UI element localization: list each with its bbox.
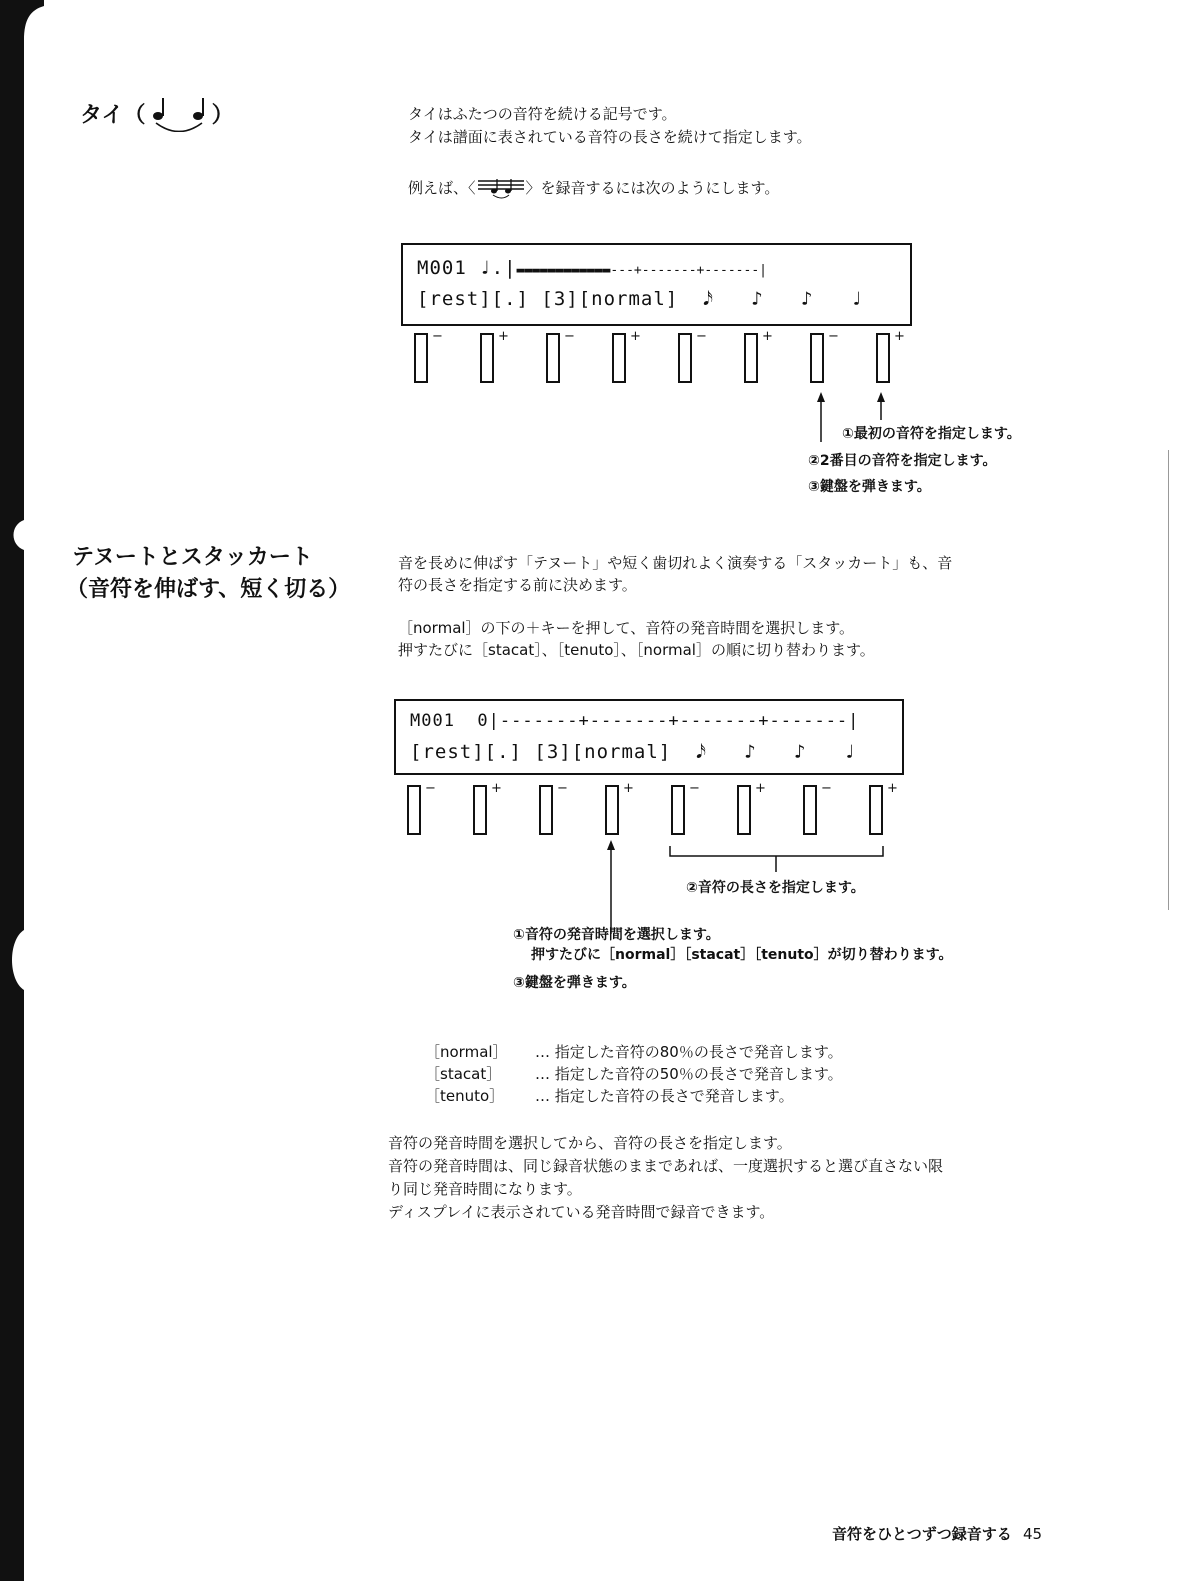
tie-description-2: タイは譜面に表されている音符の長さを続けて指定します。: [408, 128, 812, 146]
tie-annotation-3: ③鍵盤を弾きます。: [808, 479, 931, 495]
key-row-articulation: [403, 781, 903, 845]
footer-section-title: 音符をひとつずつ録音する: [832, 1525, 1012, 1543]
closing-line-4: ディスプレイに表示されている発音時間で録音できます。: [388, 1203, 775, 1221]
definition-tenuto: ［tenuto］ … 指定した音符の長さで発音します。: [425, 1087, 794, 1105]
articulation-heading-1: テヌートとスタッカート: [72, 545, 313, 570]
tie-annotation-2: ②2番目の音符を指定します。: [808, 453, 997, 469]
key-note-1-minus[interactable]: [671, 785, 685, 835]
definition-list: [425, 1041, 843, 1107]
footer: [832, 1523, 1042, 1544]
key-note-3-minus[interactable]: [810, 333, 824, 383]
key-sign: −: [689, 781, 700, 796]
key-note-4-plus[interactable]: [876, 333, 890, 383]
key-sign: −: [564, 329, 575, 344]
key-sign: +: [762, 329, 773, 344]
key-sign: +: [498, 329, 509, 344]
key-note-2-plus[interactable]: [744, 333, 758, 383]
lcd-display-tie: [401, 243, 912, 326]
lcd-line-1: M001 0|-------+-------+-------+-------|: [410, 711, 860, 731]
tie-example: 例えば、〈 〉を録音するには次のようにします。: [408, 175, 779, 199]
key-note-2-plus[interactable]: [737, 785, 751, 835]
key-sign: +: [894, 329, 905, 344]
key-sign: +: [491, 781, 502, 796]
key-row-tie: [410, 329, 910, 393]
articulation-annotation-length: ②音符の長さを指定します。: [686, 880, 865, 896]
articulation-annotation-select: ①音符の発音時間を選択します。: [513, 927, 720, 943]
key-sign: −: [425, 781, 436, 796]
articulation-annotation-play: ③鍵盤を弾きます。: [513, 975, 636, 991]
lcd-line-2: [rest][.] [3][normal] 𝅘𝅥𝅯 ♪ ♪ ♩: [410, 741, 857, 763]
key-note-3-minus[interactable]: [803, 785, 817, 835]
key-rest-minus[interactable]: [414, 333, 428, 383]
lcd-line-2: [rest][.] [3][normal] 𝅘𝅥𝅯 ♪ ♪ ♩: [417, 288, 864, 310]
definition-normal: ［normal］ … 指定した音符の80％の長さで発音します。: [425, 1043, 843, 1061]
tie-heading: タイ（ ）: [80, 96, 234, 132]
key-sign: −: [828, 329, 839, 344]
key-normal-plus[interactable]: [605, 785, 619, 835]
binding-spine: [0, 0, 44, 1581]
key-rest-minus[interactable]: [407, 785, 421, 835]
articulation-heading-2: （音符を伸ばす、短く切る）: [66, 577, 351, 602]
key-dot-minus[interactable]: [539, 785, 553, 835]
key-sign: +: [755, 781, 766, 796]
margin-line: [1168, 450, 1169, 910]
key-sign: +: [887, 781, 898, 796]
tie-annotation-1: ①最初の音符を指定します。: [842, 426, 1021, 442]
key-sign: −: [557, 781, 568, 796]
key-dot-minus[interactable]: [546, 333, 560, 383]
key-sign: −: [696, 329, 707, 344]
closing-line-1: 音符の発音時間を選択してから、音符の長さを指定します。: [388, 1134, 792, 1152]
articulation-para2-2: 押すたびに［stacat］、［tenuto］、［normal］の順に切り替わります。: [398, 641, 875, 659]
key-sign: −: [432, 329, 443, 344]
articulation-para1-1: 音を長めに伸ばす「テヌート」や短く歯切れよく演奏する「スタッカート」も、音: [398, 554, 953, 572]
closing-line-3: り同じ発音時間になります。: [388, 1180, 582, 1198]
page-number: 45: [1022, 1525, 1043, 1543]
tie-description-1: タイはふたつの音符を続ける記号です。: [408, 105, 677, 123]
key-rest-plus[interactable]: [480, 333, 494, 383]
key-normal-plus[interactable]: [612, 333, 626, 383]
definition-stacat: ［stacat］ … 指定した音符の50％の長さで発音します。: [425, 1065, 843, 1083]
articulation-para1-2: 符の長さを指定する前に決めます。: [398, 576, 637, 594]
lcd-display-articulation: [394, 699, 904, 775]
key-sign: +: [623, 781, 634, 796]
tied-rhythm-icon: [476, 175, 526, 199]
articulation-annotation-select-detail: 押すたびに［normal］［stacat］［tenuto］が切り替わります。: [531, 947, 953, 963]
key-note-1-minus[interactable]: [678, 333, 692, 383]
key-sign: +: [630, 329, 641, 344]
key-note-4-plus[interactable]: [869, 785, 883, 835]
tie-notes-icon: [146, 96, 212, 132]
closing-line-2: 音符の発音時間は、同じ録音状態のままであれば、一度選択すると選び直さない限: [388, 1157, 944, 1175]
articulation-para2-1: ［normal］の下の＋キーを押して、音符の発音時間を選択します。: [398, 619, 855, 637]
key-rest-plus[interactable]: [473, 785, 487, 835]
key-sign: −: [821, 781, 832, 796]
lcd-line-1: M001 ♩.|▬▬▬▬▬▬▬▬▬▬▬▬---+-------+-------|: [417, 257, 767, 279]
